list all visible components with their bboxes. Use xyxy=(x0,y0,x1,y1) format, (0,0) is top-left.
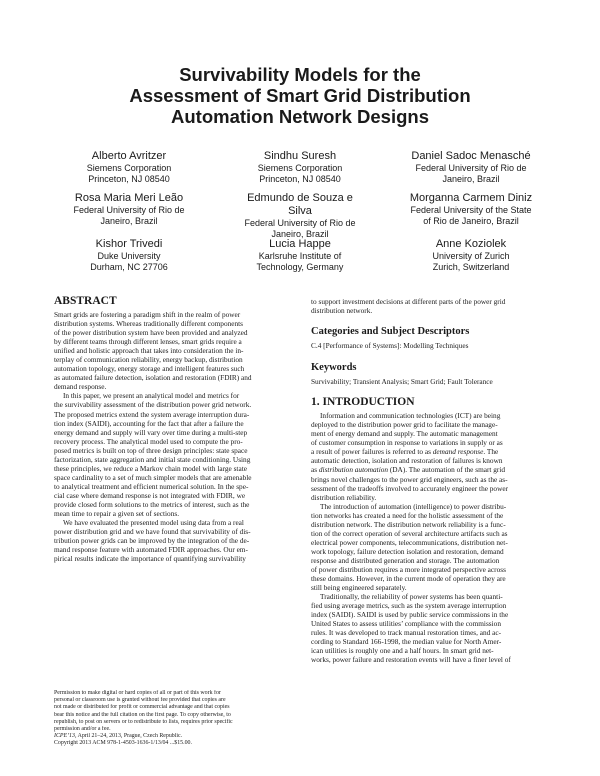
author-affiliation: of Rio de Janeiro, Brazil xyxy=(423,215,519,226)
keywords-heading: Keywords xyxy=(311,362,357,374)
author xyxy=(54,150,204,184)
title-line: Survivability Models for the xyxy=(179,64,421,85)
text-line: the survivability assessment of the distribution power grid network. xyxy=(54,400,252,410)
text-line: factorization, state aggregation and initial state conditioning. Using xyxy=(54,454,251,464)
author-name-continued: Silva xyxy=(288,205,312,217)
text-line: distribution systems. Whereas traditionally different components xyxy=(54,319,244,329)
author xyxy=(225,238,375,272)
paper-title xyxy=(60,64,540,127)
text-line: In this paper, we present an analytical model and metrics for xyxy=(63,391,240,401)
text-line: tion of the correct operation of several architecture artifacts such as xyxy=(311,528,508,538)
text-line: pirical results indicate the importance of quantifying survivability xyxy=(54,554,246,564)
author-affiliation: Janeiro, Brazil xyxy=(100,215,158,226)
introduction-heading: 1. INTRODUCTION xyxy=(311,396,415,409)
keywords-line: Survivability; Transient Analysis; Smart Grid; Fault Tolerance xyxy=(311,377,493,387)
author-name: Alberto Avritzer xyxy=(91,150,167,162)
categories-heading: Categories and Subject Descriptors xyxy=(311,326,470,338)
text-line: response and distributed generation and storage. The automation xyxy=(311,555,500,565)
emphasized-term: distribution automation xyxy=(318,465,389,475)
author-affiliation: Princeton, NJ 08540 xyxy=(88,173,170,184)
text-line: Traditionally, the reliability of power systems has been quanti- xyxy=(320,592,503,602)
author-affiliation: Federal University of the State xyxy=(410,205,532,215)
author-affiliation: Janeiro, Brazil xyxy=(271,228,329,239)
text-line: We have evaluated the presented model using data from a real xyxy=(63,518,244,528)
text-line: mean time to repair a given set of sections. xyxy=(54,509,180,519)
footnote-line: bear this notice and the full citation on the first page. To copy otherwise, to xyxy=(54,711,231,718)
author xyxy=(396,192,546,226)
text-line: fied using average metrics, such as the system average interruption xyxy=(311,601,507,611)
author-affiliation: University of Zurich xyxy=(432,251,510,261)
text-line: demand response. xyxy=(54,382,107,392)
text-line: The introduction of automation (intelligence) to power distribu- xyxy=(320,501,507,511)
venue-name: ICPE’13, xyxy=(54,733,77,740)
author xyxy=(225,192,375,239)
footnote-line: republish, to post on servers or to redistribute to lists, requires prior specific xyxy=(54,718,233,725)
text-line: tion networks has created a need for the holistic assessment of the xyxy=(311,510,504,520)
venue-details: April 21–24, 2013, Prague, Czech Republic. xyxy=(76,733,183,740)
text-line: distribution reliability. xyxy=(311,492,377,502)
text-line: to analytical treatment and efficient numerical solution. In the spe- xyxy=(54,481,249,491)
author xyxy=(225,150,375,184)
text-line: of power distribution requires a more integrated perspective across xyxy=(311,564,506,574)
author xyxy=(396,238,546,272)
author xyxy=(396,150,546,184)
author-affiliation: Princeton, NJ 08540 xyxy=(259,173,341,184)
text-line: as distribution automation (DA). The automation of the smart grid xyxy=(311,465,506,475)
text-line: provide closed form solutions to the metrics of interest, such as the xyxy=(54,499,250,509)
author-name: Edmundo de Souza e xyxy=(247,192,353,204)
text-line: cial case where demand response is not integrated with FDIR, we xyxy=(54,490,246,500)
text-line: energy demand and supply will vary over time during a multi-step xyxy=(54,427,248,437)
text-line: mand response feature with automated FDIR approaches. Our em- xyxy=(54,545,248,555)
author-name: Morganna Carmem Diniz xyxy=(409,192,533,204)
copyright-line: Copyright 2013 ACM 978-1-4503-1636-1/13/04 ...$15.00. xyxy=(54,740,192,747)
abstract-paragraph xyxy=(54,391,310,518)
text-line: work topology, failure detection isolation and restoration, demand xyxy=(311,546,504,556)
text-line: power distribution grid and we have found that survivability of dis- xyxy=(54,527,251,537)
text-line: cording to Standard 166-1998, the median value for North Amer- xyxy=(311,637,502,647)
intro-paragraph xyxy=(311,502,567,592)
abstract-paragraph xyxy=(54,518,310,563)
title-line: Assessment of Smart Grid Distribution xyxy=(129,85,471,106)
categories-line: C.4 [Performance of Systems]: Modelling Techniques xyxy=(311,341,469,351)
text-line: Smart grids are fostering a paradigm shift in the realm of power xyxy=(54,310,241,319)
text-line: index (SAIDI). SAIDI is used by public service commissions in the xyxy=(311,610,509,620)
text-line: these principles, we reduce a Markov chain model with large state xyxy=(54,463,247,473)
author-affiliation: Federal University of Rio de xyxy=(415,163,527,173)
text-line: The proposed metrics extend the system average interruption dura- xyxy=(54,409,250,419)
text-line: rules. It was developed to track manual restoration times, and ac- xyxy=(311,628,502,638)
author-name: Kishor Trivedi xyxy=(95,238,163,250)
author-affiliation: Technology, Germany xyxy=(256,261,344,272)
text-line: space cardinality to a set of much simpler models that are amenable xyxy=(54,472,252,482)
author xyxy=(54,192,204,226)
author-affiliation: Siemens Corporation xyxy=(86,163,172,173)
text-line: terplay of communication reliability, energy backup, distribution xyxy=(54,355,243,365)
text-line: ican utilities is roughly one and a half hours. In smart grid net- xyxy=(311,646,494,656)
text-line: of the power distribution system have been provided and analyzed xyxy=(54,328,248,338)
abstract-heading: ABSTRACT xyxy=(54,295,117,307)
footnote-line: Permission to make digital or hard copies of all or part of this work for xyxy=(54,690,221,696)
author xyxy=(54,238,204,272)
text-line: sessment of the tradeoffs involved to accurately engineer the power xyxy=(311,483,509,493)
footnote-line: personal or classroom use is granted without fee provided that copies are xyxy=(54,697,226,704)
copyright-footnote xyxy=(54,690,310,748)
text-line: tribution power grids can be improved by the integration of the de- xyxy=(54,536,250,546)
title-line: Automation Network Designs xyxy=(171,106,429,127)
text-line: recovery process. The analytical model used to compute the pro- xyxy=(54,436,243,446)
text-line: to support investment decisions at different parts of the power grid xyxy=(311,297,506,306)
text-line: automation topology, energy storage and intelligent features such xyxy=(54,364,245,374)
text-line: a result of power failures is referred to as demand response. The xyxy=(311,447,499,457)
text-line: ment of energy demand and supply. The automatic management xyxy=(311,429,498,439)
author-name: Rosa Maria Meri Leão xyxy=(74,192,184,204)
right-column xyxy=(311,297,567,665)
footnote-line: not made or distributed for profit or commercial advantage and that copies xyxy=(54,704,230,711)
text-line: automatic detection, isolation and restoration of failures is known xyxy=(311,456,503,466)
venue-line xyxy=(54,733,310,740)
text-line: distribution network. xyxy=(311,306,373,316)
left-column xyxy=(54,295,310,563)
text-line: still being engineered separately. xyxy=(311,583,407,593)
emphasized-term: demand response xyxy=(432,447,484,457)
author-affiliation: Janeiro, Brazil xyxy=(442,173,500,184)
footnote-line: permission and/or a fee. xyxy=(54,725,111,732)
text-line: posed metrics is built on top of three design principles: state space xyxy=(54,445,248,455)
author-affiliation: Karlsruhe Institute of xyxy=(258,251,342,261)
author-affiliation: Duke University xyxy=(97,251,161,261)
text-line: these domains. However, in the current mode of operation they are xyxy=(311,574,506,584)
author-affiliation: Federal University of Rio de xyxy=(244,218,356,228)
text-line: distribution network. The distribution network reliability is a func- xyxy=(311,519,506,529)
author-name: Daniel Sadoc Menasché xyxy=(411,150,531,162)
text-line: unified and holistic approach that takes into consideration the in- xyxy=(54,346,244,356)
text-line: deployed to the distribution power grid to facilitate the manage- xyxy=(311,420,498,430)
author-name: Sindhu Suresh xyxy=(263,150,337,162)
text-line: electrical power components, telecommunications, distribution net- xyxy=(311,537,508,547)
author-affiliation: Federal University of Rio de xyxy=(73,205,185,215)
author-name: Lucia Happe xyxy=(269,238,331,250)
author-affiliation: Zurich, Switzerland xyxy=(432,261,510,272)
intro-paragraph xyxy=(311,411,567,501)
intro-paragraph xyxy=(311,592,567,664)
text-line: brings novel challenges to the power grid engineers, such as the as- xyxy=(311,474,508,484)
text-line: tion index (SAIDI), accounting for the fact that after a failure the xyxy=(54,418,244,428)
author-affiliation: Siemens Corporation xyxy=(257,163,343,173)
text-line: as automated failure detection, isolation and restoration (FDIR) and xyxy=(54,373,252,383)
text-line: by different teams through different lenses, smart grids require a xyxy=(54,337,242,347)
abstract-paragraph xyxy=(54,310,310,391)
text-line: United States to assess utilities’ compliance with the commission xyxy=(311,619,501,629)
text-line: works, power failure and restoration events will have a finer level of xyxy=(311,655,511,665)
author-affiliation: Durham, NC 27706 xyxy=(90,261,168,272)
text-line: Information and communication technologies (ICT) are being xyxy=(320,411,501,421)
author-name: Anne Koziolek xyxy=(435,238,507,250)
text-line: of customer consumption in response to variations in supply or as xyxy=(311,438,503,448)
